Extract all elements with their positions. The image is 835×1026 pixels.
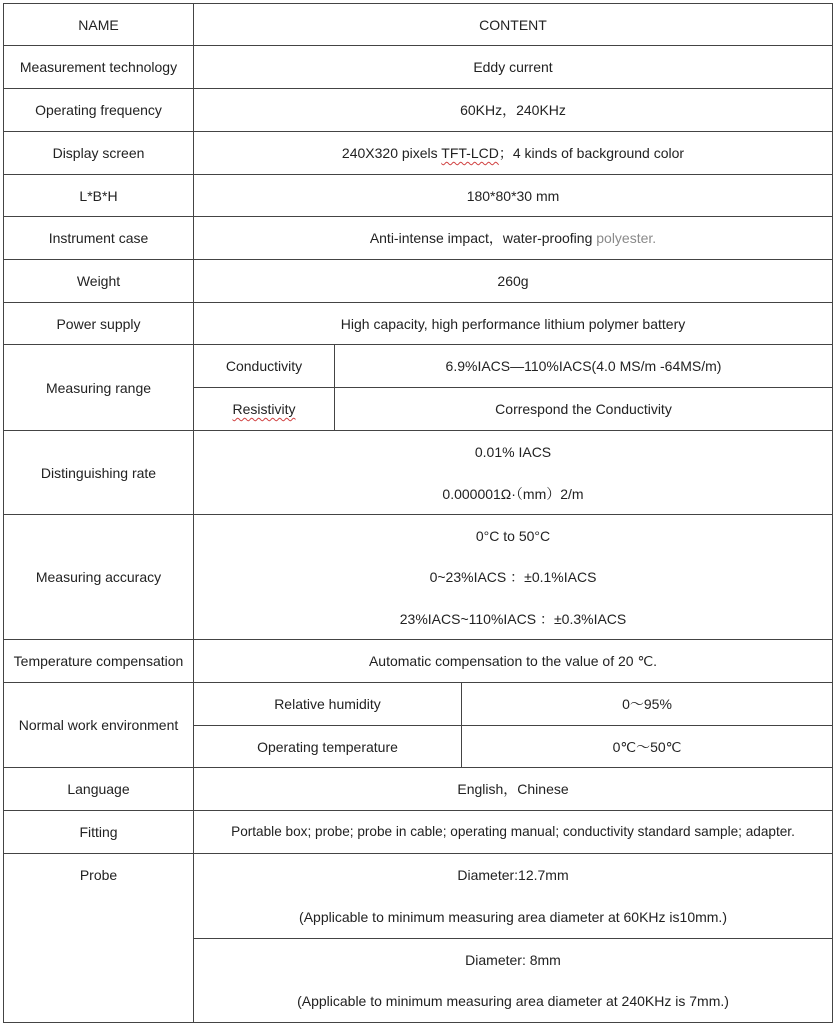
table-row bbox=[4, 260, 833, 303]
table-row bbox=[4, 175, 833, 217]
sub-row-label: Operating temperature bbox=[194, 726, 462, 768]
case-material-text: polyester. bbox=[596, 230, 657, 246]
table-row bbox=[4, 89, 833, 132]
table-row bbox=[4, 515, 833, 640]
row-value: Automatic compensation to the value of 20 ℃. bbox=[194, 640, 833, 683]
row-value: High capacity, high performance lithium polymer battery bbox=[194, 303, 833, 345]
table-row bbox=[4, 640, 833, 683]
sub-row-value: 0～95% bbox=[462, 683, 833, 726]
row-value: 60KHz，240KHz bbox=[194, 89, 833, 132]
resistivity-label: Resistivity bbox=[232, 401, 296, 417]
row-value bbox=[194, 939, 833, 1023]
row-name: Distinguishing rate bbox=[4, 431, 194, 515]
sub-row-value: 0℃～50℃ bbox=[462, 726, 833, 768]
table-row bbox=[4, 46, 833, 89]
table-row bbox=[4, 345, 833, 388]
value-line: 0.000001Ω·（mm）2/m bbox=[442, 485, 584, 502]
header-name: NAME bbox=[4, 4, 194, 46]
sub-row-value: 6.9%IACS—110%IACS(4.0 MS/m -64MS/m) bbox=[335, 345, 833, 388]
table-row bbox=[4, 683, 833, 726]
specification-table bbox=[3, 3, 833, 1023]
row-name: Temperature compensation bbox=[4, 640, 194, 683]
row-value: Portable box; probe; probe in cable; operating manual; conductivity standard sample; adapter. bbox=[194, 811, 833, 854]
value-line: 0~23%IACS ：±0.1%IACS bbox=[429, 568, 597, 585]
row-value bbox=[194, 854, 833, 939]
display-type-text: TFT-LCD bbox=[441, 145, 499, 161]
row-value bbox=[194, 217, 833, 260]
row-name: Normal work environment bbox=[4, 683, 194, 768]
row-value: English，Chinese bbox=[194, 768, 833, 811]
row-value bbox=[194, 132, 833, 175]
row-name: Measuring accuracy bbox=[4, 515, 194, 640]
value-line: (Applicable to minimum measuring area diameter at 240KHz is 7mm.) bbox=[297, 993, 729, 1009]
row-name: Power supply bbox=[4, 303, 194, 345]
table-row bbox=[4, 303, 833, 345]
table-row bbox=[4, 854, 833, 939]
case-feature-text: Anti-intense impact，water-proofing bbox=[369, 230, 597, 246]
row-name: Display screen bbox=[4, 132, 194, 175]
row-value: Eddy current bbox=[194, 46, 833, 89]
table-row bbox=[4, 431, 833, 515]
table-header-row bbox=[4, 4, 833, 46]
row-name: Instrument case bbox=[4, 217, 194, 260]
row-value bbox=[194, 515, 833, 640]
sub-row-label: Relative humidity bbox=[194, 683, 462, 726]
value-line: 0°C to 50°C bbox=[475, 527, 551, 544]
row-name: L*B*H bbox=[4, 175, 194, 217]
sub-row-label bbox=[194, 388, 335, 431]
row-name: Weight bbox=[4, 260, 194, 303]
table-row bbox=[4, 768, 833, 811]
value-line: Diameter:12.7mm bbox=[457, 867, 569, 883]
value-line: 0.01% IACS bbox=[474, 443, 552, 460]
row-name: Fitting bbox=[4, 811, 194, 854]
row-name: Language bbox=[4, 768, 194, 811]
value-line: 23%IACS~110%IACS ：±0.3%IACS bbox=[399, 610, 627, 627]
display-resolution-text: 240X320 pixels bbox=[341, 145, 442, 161]
value-line: (Applicable to minimum measuring area diameter at 60KHz is10mm.) bbox=[299, 909, 727, 925]
table-row bbox=[4, 132, 833, 175]
sub-row-value: Correspond the Conductivity bbox=[335, 388, 833, 431]
row-value bbox=[194, 431, 833, 515]
row-name: Measuring range bbox=[4, 345, 194, 431]
row-value: 180*80*30 mm bbox=[194, 175, 833, 217]
header-content: CONTENT bbox=[194, 4, 833, 46]
sub-row-label: Conductivity bbox=[194, 345, 335, 388]
row-name: Operating frequency bbox=[4, 89, 194, 132]
row-name: Measurement technology bbox=[4, 46, 194, 89]
value-line: Diameter: 8mm bbox=[465, 952, 561, 968]
row-name: Probe bbox=[4, 854, 194, 1023]
table-row bbox=[4, 811, 833, 854]
table-row bbox=[4, 217, 833, 260]
display-color-text: ；4 kinds of background color bbox=[498, 145, 685, 161]
row-value: 260g bbox=[194, 260, 833, 303]
